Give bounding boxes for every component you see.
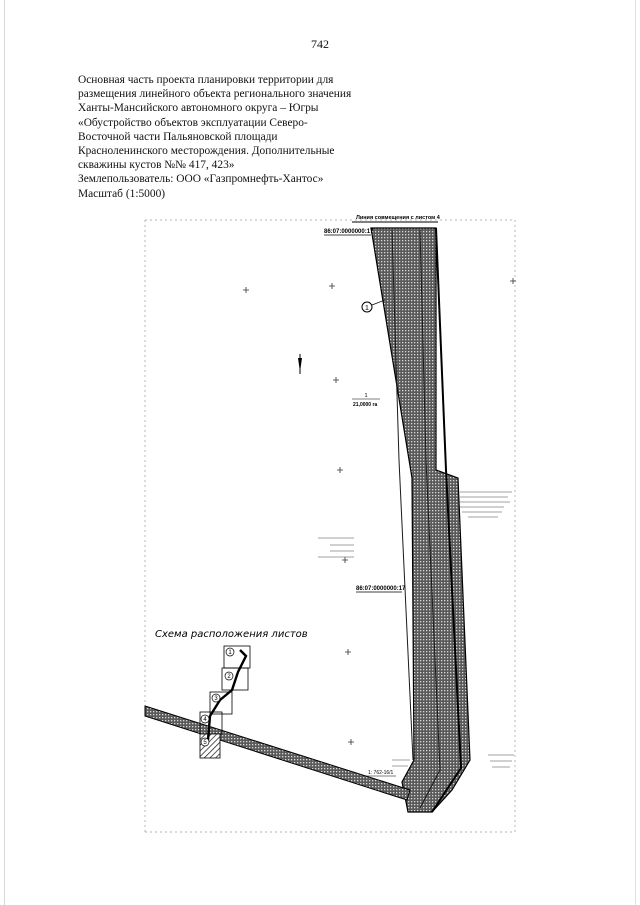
header-line: «Обустройство объектов эксплуатации Северо- — [78, 116, 308, 129]
scheme-current-sheet — [200, 734, 220, 758]
svg-text:1: 1 — [365, 305, 369, 312]
svg-text:5: 5 — [203, 740, 207, 746]
page-number: 742 — [311, 37, 329, 51]
header-line: Землепользователь: ООО «Газпромнефть-Хантос» — [78, 173, 324, 186]
cadastral-label-top — [324, 229, 374, 235]
match-line-label — [352, 215, 441, 222]
header-line: Основная часть проекта планировки территории для — [78, 74, 334, 86]
scheme-title: Схема расположения листов — [155, 629, 308, 640]
svg-text:86:07:0000000:17: 86:07:0000000:17 — [324, 229, 374, 235]
north-arrow-icon — [298, 354, 302, 374]
header-line: Масштаб (1:5000) — [78, 187, 166, 200]
svg-text:86:07:0000000:17: 86:07:0000000:17 — [356, 586, 406, 592]
cadastral-label-mid — [356, 586, 406, 592]
header-line: Восточной части Пальяновской площади — [78, 130, 278, 143]
svg-text:1: 1 — [228, 650, 232, 656]
grid-crosses — [243, 278, 516, 745]
header-line: размещения линейного объекта регионального значения — [78, 88, 352, 101]
header-line: Красноленинского месторождения. Дополнительные — [78, 145, 335, 158]
road-diagonal — [145, 706, 410, 800]
linear-object-corridor — [371, 228, 470, 812]
sheet-marker — [362, 300, 385, 312]
svg-text:2: 2 — [227, 674, 231, 680]
svg-text:1: 1 — [364, 393, 368, 399]
svg-text:21,0000 га: 21,0000 га — [353, 402, 378, 408]
svg-text:4: 4 — [203, 717, 207, 723]
header-line: скважины кустов №№ 417, 423» — [78, 159, 235, 172]
match-line-text: Линия совмещения с листом 4 — [356, 215, 440, 221]
svg-text:3: 3 — [214, 696, 218, 702]
header-line: Ханты-Мансийского автономного округа – Югры — [78, 102, 319, 115]
bottom-label — [366, 770, 396, 776]
area-label — [352, 393, 380, 408]
svg-text:1: 762-16/1: 1: 762-16/1 — [368, 770, 394, 776]
